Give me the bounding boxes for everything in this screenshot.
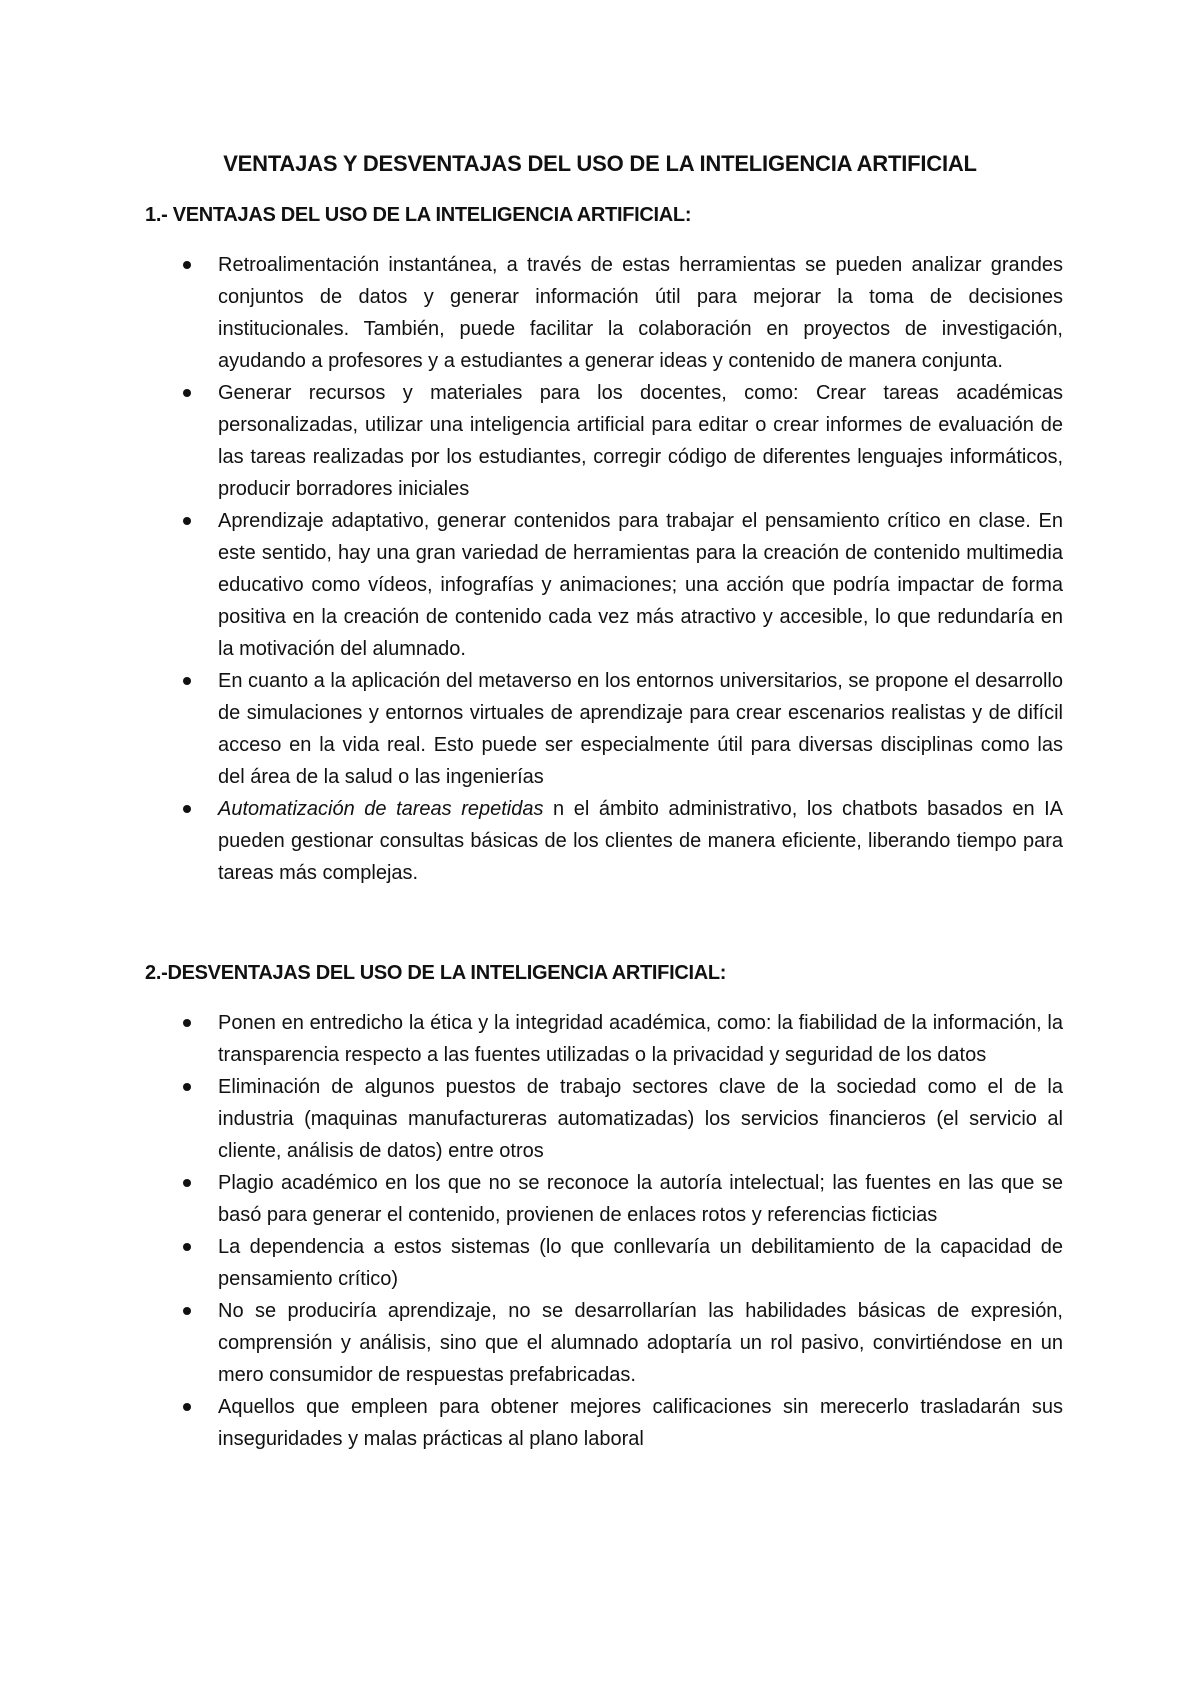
list-item [218,377,1063,505]
bullet-icon [183,261,191,269]
list-item [218,505,1063,665]
section-heading-ventajas: 1.- VENTAJAS DEL USO DE LA INTELIGENCIA ARTIFICIAL: [145,204,692,226]
bullet-icon [183,1403,191,1411]
bullet-icon [183,389,191,397]
list-item-text: Aquellos que empleen para obtener mejores calificaciones sin merecerlo trasladarán sus inseguridades y malas prácticas al plano laboral [218,1396,1063,1450]
list-item [218,249,1063,377]
list-item-text: En cuanto a la aplicación del metaverso en los entornos universitarios, se propone el desarrollo de simulaciones y entornos virtuales de aprendizaje para crear escenarios realistas y de difícil acceso en la vida real. Esto puede ser especialmente útil para diversas disciplinas como las del área de la salud o las ingenierías [218,670,1063,788]
list-item-text: Plagio académico en los que no se reconoce la autoría intelectual; las fuentes en las que se basó para generar el contenido, provienen de enlaces rotos y referencias ficticias [218,1172,1063,1226]
list-item-text: Retroalimentación instantánea, a través de estas herramientas se pueden analizar grandes conjuntos de datos y generar información útil para mejorar la toma de decisiones institucionales. También, puede facilitar la colaboración en proyectos de investigación, ayudando a profesores y a estudiantes a generar ideas y contenido de manera conjunta. [218,254,1063,372]
list-item [218,1167,1063,1231]
bullet-icon [183,677,191,685]
list-item [218,1007,1063,1071]
section-heading-desventajas: 2.-DESVENTAJAS DEL USO DE LA INTELIGENCIA ARTIFICIAL: [145,962,727,984]
bullet-icon [183,1083,191,1091]
list-item [218,1231,1063,1295]
ventajas-list [218,249,1063,889]
list-item [218,665,1063,793]
list-item-text: Eliminación de algunos puestos de trabajo sectores clave de la sociedad como el de la industria (maquinas manufactureras automatizadas) los servicios financieros (el servicio al cliente, análisis de datos) entre otros [218,1076,1063,1162]
bullet-icon [183,1243,191,1251]
list-item-text: Generar recursos y materiales para los docentes, como: Crear tareas académicas personalizadas, utilizar una inteligencia artificial para editar o crear informes de evaluación de las tareas realizadas por los estudiantes, corregir código de diferentes lenguajes informáticos, producir borradores iniciales [218,382,1063,500]
list-item [218,1295,1063,1391]
list-item-text: n el ámbito administrativo, los chatbots basados en IA pueden gestionar consultas básicas de los clientes de manera eficiente, liberando tiempo para tareas más complejas. [218,798,1064,884]
list-item-text: Ponen en entredicho la ética y la integridad académica, como: la fiabilidad de la información, la transparencia respecto a las fuentes utilizadas o la privacidad y seguridad de los datos [218,1012,1063,1066]
document-title: VENTAJAS Y DESVENTAJAS DEL USO DE LA INTELIGENCIA ARTIFICIAL [223,151,977,176]
list-item [218,1391,1063,1455]
list-item [218,1071,1063,1167]
list-item-text: Aprendizaje adaptativo, generar contenidos para trabajar el pensamiento crítico en clase. En este sentido, hay una gran variedad de herramientas para la creación de contenido multimedia educativo como vídeos, infografías y animaciones; una acción que podría impactar de forma positiva en la creación de contenido cada vez más atractivo y accesible, lo que redundaría en la motivación del alumnado. [218,510,1063,660]
bullet-icon [183,805,191,813]
list-item-lead: Automatización de tareas repetidas [218,798,544,820]
list-item [218,793,1063,889]
bullet-icon [183,1019,191,1027]
list-item-text: La dependencia a estos sistemas (lo que conllevaría un debilitamiento de la capacidad de pensamiento crítico) [218,1236,1063,1290]
bullet-icon [183,1179,191,1187]
bullet-icon [183,517,191,525]
list-item-text: No se produciría aprendizaje, no se desarrollarían las habilidades básicas de expresión, comprensión y análisis, sino que el alumnado adoptaría un rol pasivo, convirtiéndose en un mero consumidor de respuestas prefabricadas. [218,1300,1063,1386]
desventajas-list [218,1007,1063,1455]
bullet-icon [183,1307,191,1315]
